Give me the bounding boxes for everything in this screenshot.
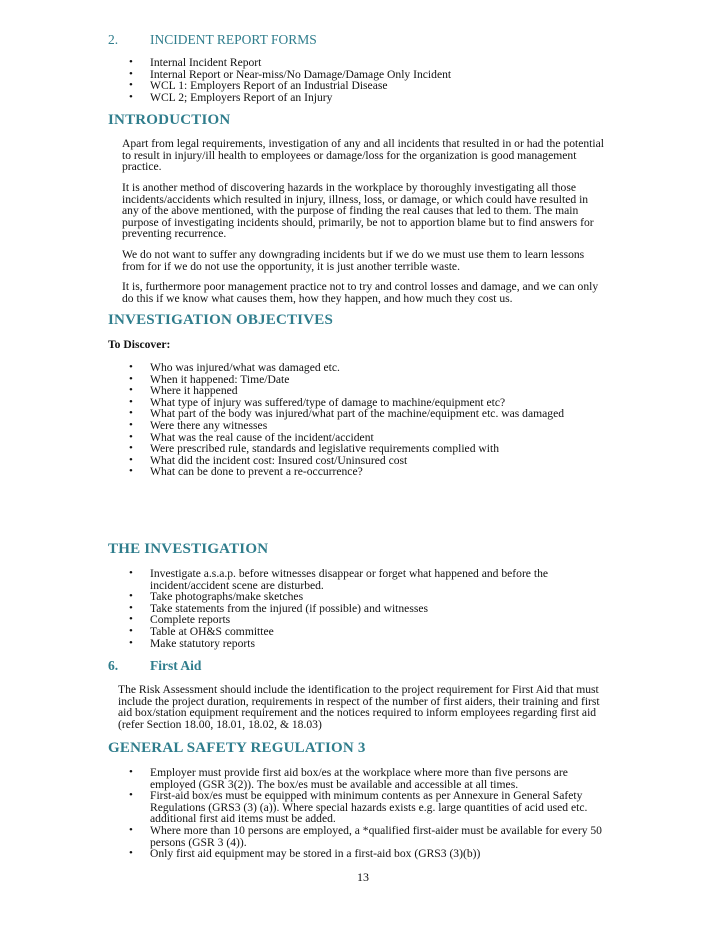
list-item: • Were there any witnesses <box>129 418 268 432</box>
section-number: 6. <box>108 658 119 673</box>
first-aid-paragraph: The Risk Assessment should include the identification to the project requirement for First Aid that must include the project duration, requirements in respect of the number of first aiders, their training and first aid box/station equipment requirement and the notices required to inform employees regarding first aid (refer Section 18.00, 18.01, 18.02, & 18.03) <box>118 683 600 731</box>
list-item: • Who was injured/what was damaged etc. <box>129 361 340 374</box>
list-item: • Complete reports <box>129 613 231 627</box>
list-item: • Investigate a.s.a.p. before witnesses disappear or forget what happened and before the incident/accident scene are disturbed. <box>129 567 549 592</box>
bullet-icon: • <box>129 407 133 420</box>
section-title: First Aid <box>150 658 202 673</box>
list-item: • Take photographs/make sketches <box>129 590 304 604</box>
bullet-icon: • <box>129 590 133 603</box>
bullet-icon: • <box>129 823 133 836</box>
intro-paragraph-1: Apart from legal requirements, investigation of any and all incidents that resulted in or had the potential to result in injury/ill health to employees or damage/loss for the organization is good management practice. <box>122 137 604 174</box>
bullet-icon: • <box>129 442 133 455</box>
bullet-icon: • <box>129 90 133 103</box>
intro-paragraph-2: It is another method of discovering hazards in the workplace by thoroughly investigating all those incidents/accidents which resulted in injury, illness, loss, or damage, or which could have resulted in any of the above mentioned, with the purpose of finding the real causes that led to them. The main purpose of investigating incidents should, primarily, be not to apportion blame but to find answers for preventing recurrence. <box>122 181 594 241</box>
investigation-list <box>129 567 549 650</box>
bullet-icon: • <box>129 789 133 802</box>
list-item: • When it happened: Time/Date <box>129 372 290 386</box>
bullet-icon: • <box>129 613 133 626</box>
list-item: • Where it happened <box>129 384 238 398</box>
section-number: 2. <box>108 32 119 47</box>
bullet-icon: • <box>129 567 133 579</box>
list-item: • What can be done to prevent a re-occurrence? <box>129 465 363 479</box>
bullet-icon: • <box>129 465 133 478</box>
list-item: • Internal Report or Near-miss/No Damage/Damage Only Incident <box>129 67 452 81</box>
bullet-icon: • <box>129 67 133 80</box>
bullet-icon: • <box>129 453 133 466</box>
bullet-icon: • <box>129 601 133 614</box>
list-item: • Were prescribed rule, standards and legislative requirements complied with <box>129 442 500 456</box>
bullet-icon: • <box>129 847 133 860</box>
list-item: • WCL 2; Employers Report of an Injury <box>129 90 333 104</box>
bullet-icon: • <box>129 395 133 408</box>
bullet-icon: • <box>129 79 133 92</box>
intro-paragraph-3: We do not want to suffer any downgrading incidents but if we do we must use them to learn lessons from for if we do not use the opportunity, it is just another terrible waste. <box>122 248 585 273</box>
introduction-heading: INTRODUCTION <box>108 112 231 128</box>
list-item: • Take statements from the injured (if possible) and witnesses <box>129 601 429 615</box>
list-item: • Table at OH&S committee <box>129 624 274 638</box>
list-item: • What was the real cause of the incident/accident <box>129 430 374 444</box>
investigation-heading: THE INVESTIGATION <box>108 541 269 557</box>
objectives-list <box>129 361 565 479</box>
list-item: • Only first aid equipment may be stored in a first-aid box (GRS3 (3)(b)) <box>129 847 481 861</box>
bullet-icon: • <box>129 372 133 385</box>
bullet-icon: • <box>129 418 133 431</box>
section-title: INCIDENT REPORT FORMS <box>150 32 317 47</box>
bullet-icon: • <box>129 361 133 373</box>
gsr3-list <box>129 766 602 861</box>
bullet-icon: • <box>129 384 133 397</box>
list-item: • What type of injury was suffered/type of damage to machine/equipment etc? <box>129 395 506 409</box>
incident-forms-list <box>129 56 452 104</box>
bullet-icon: • <box>129 56 133 68</box>
objectives-subtitle: To Discover: <box>108 338 171 351</box>
list-item: • WCL 1: Employers Report of an Industrial Disease <box>129 79 388 93</box>
gsr3-heading: GENERAL SAFETY REGULATION 3 <box>108 740 366 756</box>
list-item: • Where more than 10 persons are employed, a *qualified first-aider must be available for every 50 persons (GSR 3 (4)). <box>129 823 602 849</box>
bullet-icon: • <box>129 636 133 649</box>
list-item: • Make statutory reports <box>129 636 255 650</box>
list-item: • What part of the body was injured/what part of the machine/equipment etc. was damaged <box>129 407 565 421</box>
list-item: • Employer must provide first aid box/es at the workplace where more than five persons are employed (GSR 3(2)). The box/es must be available and accessible at all times. <box>129 766 568 791</box>
bullet-icon: • <box>129 766 133 778</box>
objectives-heading: INVESTIGATION OBJECTIVES <box>108 312 334 328</box>
bullet-icon: • <box>129 430 133 443</box>
page-number: 13 <box>357 870 369 884</box>
list-item: • First-aid box/es must be equipped with minimum contents as per Annexure in General Safety Regulations (GRS3 (3) (a)). Where special hazards exists e.g. large quantities of acid used etc. additional first aid items must be added. <box>129 789 588 826</box>
list-item: • What did the incident cost: Insured cost/Uninsured cost <box>129 453 408 467</box>
bullet-icon: • <box>129 624 133 637</box>
intro-paragraph-4: It is, furthermore poor management practice not to try and control losses and damage, and we can only do this if we know what causes them, how they happen, and how much they cost us. <box>122 280 599 305</box>
list-item: • Internal Incident Report <box>129 56 262 69</box>
